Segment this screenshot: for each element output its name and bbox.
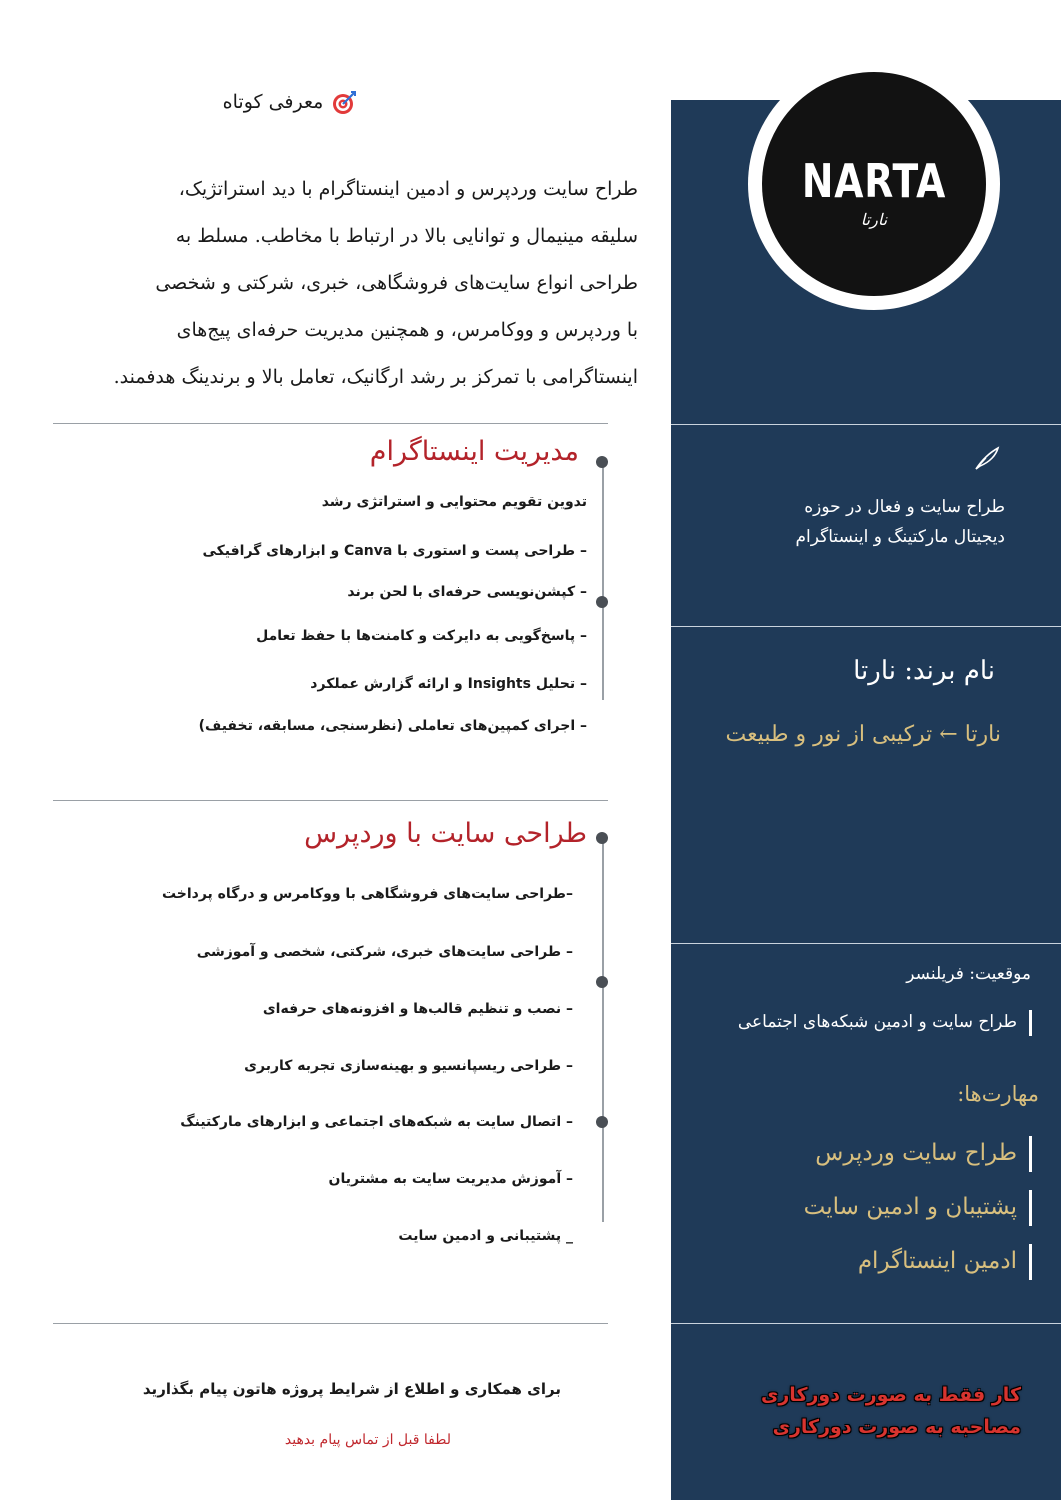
wordpress-item: – طراحی سایت‌های خبری، شرکتی، شخصی و آموزشی xyxy=(196,944,573,960)
instagram-item: – کپشن‌نویسی حرفه‌ای با لحن برند xyxy=(347,584,587,600)
section-divider xyxy=(53,1323,608,1324)
section-divider xyxy=(53,423,608,424)
instagram-item: – اجرای کمپین‌های تعاملی (نظرسنجی، مسابقه، تخفیف) xyxy=(198,718,587,734)
timeline-dot xyxy=(596,832,608,844)
logo-subtitle: نارتا xyxy=(860,210,888,229)
contact-call-to-action: برای همکاری و اطلاع از شرایط پروژه هاتون پیام بگذارید xyxy=(142,1380,561,1398)
intro-line: طراح سایت وردپرس و ادمین اینستاگرام با دید استراتژیک، xyxy=(178,178,638,200)
wordpress-section-title: طراحی سایت با وردپرس xyxy=(304,818,587,849)
sidebar-divider xyxy=(671,1323,1061,1324)
target-icon xyxy=(331,90,357,116)
wordpress-timeline xyxy=(602,836,604,1222)
instagram-section-title: مدیریت اینستاگرام xyxy=(369,436,579,467)
skill-item: پشتیبان و ادمین سایت xyxy=(803,1194,1017,1220)
intro-line: طراحی انواع سایت‌های فروشگاهی، خبری، شرکتی و شخصی xyxy=(155,272,638,294)
instagram-timeline xyxy=(602,462,604,700)
skill-marker xyxy=(1029,1136,1032,1172)
remote-work-note: کار فقط به صورت دورکاری xyxy=(760,1384,1021,1406)
timeline-dot xyxy=(596,1116,608,1128)
intro-paragraph xyxy=(40,166,638,401)
brand-logo xyxy=(762,72,986,296)
wordpress-item: – اتصال سایت به شبکه‌های اجتماعی و ابزارهای مارکتینگ xyxy=(180,1114,573,1130)
sidebar-tagline xyxy=(796,492,1005,552)
sidebar-divider xyxy=(671,626,1061,627)
intro-line: با وردپرس و ووکامرس، و همچنین مدیریت حرفه‌ای پیج‌های xyxy=(176,319,638,341)
instagram-item: تدوین تقویم محتوایی و استراتژی رشد xyxy=(321,494,587,510)
timeline-dot xyxy=(596,976,608,988)
intro-title: معرفی کوتاه xyxy=(222,91,324,113)
logo-wordmark: NARTA xyxy=(801,154,947,208)
skill-marker xyxy=(1029,1190,1032,1226)
skills-label: مهارت‌ها: xyxy=(957,1082,1039,1106)
skill-marker xyxy=(1029,1244,1032,1280)
brand-meaning: نارتا ← ترکیبی از نور و طبیعت xyxy=(725,722,1001,747)
intro-line: اینستاگرامی با تمرکز بر رشد ارگانیک، تعامل بالا و برندینگ هدفمند. xyxy=(113,366,638,388)
intro-line: سلیقه مینیمال و توانایی بالا در ارتباط با مخاطب. مسلط به xyxy=(175,225,638,247)
timeline-dot xyxy=(596,596,608,608)
sidebar-panel xyxy=(671,100,1061,1500)
sidebar-divider xyxy=(671,943,1061,944)
wordpress-item: – آموزش مدیریت سایت به مشتریان xyxy=(328,1171,573,1187)
position-marker xyxy=(1029,1010,1032,1036)
sidebar-divider xyxy=(671,424,1061,425)
wordpress-item: _ پشتیبانی و ادمین سایت xyxy=(398,1228,573,1244)
quill-icon xyxy=(972,446,1002,472)
wordpress-item: – طراحی ریسپانسیو و بهینه‌سازی تجربه کاربری xyxy=(244,1058,573,1074)
brand-name: نام برند: نارتا xyxy=(853,656,995,686)
instagram-item: – تحلیل Insights و ارائه گزارش عملکرد xyxy=(310,676,587,692)
position-value: طراح سایت و ادمین شبکه‌های اجتماعی xyxy=(737,1012,1017,1032)
instagram-item: – پاسخ‌گویی به دایرکت و کامنت‌ها با حفظ تعامل xyxy=(256,628,587,644)
section-divider xyxy=(53,800,608,801)
skill-item: ادمین اینستاگرام xyxy=(857,1248,1017,1274)
tagline-line-2: دیجیتال مارکتینگ و اینستاگرام xyxy=(795,527,1005,547)
remote-interview-note: مصاحبه به صورت دورکاری xyxy=(772,1416,1021,1438)
tagline-line-1: طراح سایت و فعال در حوزه xyxy=(804,497,1005,517)
wordpress-item: –طراحی سایت‌های فروشگاهی با ووکامرس و درگاه پرداخت xyxy=(161,886,573,902)
skill-item: طراح سایت وردپرس xyxy=(815,1140,1017,1166)
timeline-dot xyxy=(596,456,608,468)
contact-note: لطفا قبل از تماس پیام بدهید xyxy=(284,1432,451,1448)
instagram-item: – طراحی پست و استوری با Canva و ابزارهای گرافیکی xyxy=(202,543,587,559)
position-label: موقعیت: فریلنسر xyxy=(906,964,1031,984)
wordpress-item: – نصب و تنظیم قالب‌ها و افزونه‌های حرفه‌ای xyxy=(262,1001,573,1017)
intro-heading xyxy=(150,90,430,116)
